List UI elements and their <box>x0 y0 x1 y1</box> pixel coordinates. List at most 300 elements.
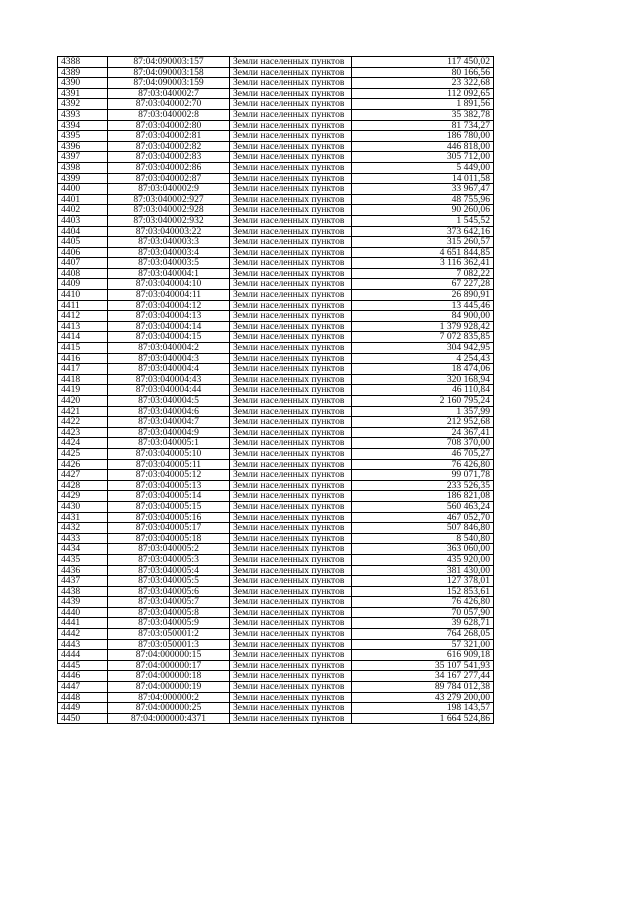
land-category-cell: Земли населенных пунктов <box>230 385 352 396</box>
land-category-cell: Земли населенных пунктов <box>230 343 352 354</box>
land-category-cell: Земли населенных пунктов <box>230 682 352 693</box>
land-category-cell: Земли населенных пунктов <box>230 639 352 650</box>
table-row <box>58 618 494 629</box>
row-number-cell: 4393 <box>58 109 108 120</box>
table-row <box>58 173 494 184</box>
land-category-cell: Земли населенных пунктов <box>230 173 352 184</box>
table-row <box>58 343 494 354</box>
land-category-cell: Земли населенных пунктов <box>230 353 352 364</box>
cadastral-value-cell: 90 260,06 <box>352 205 494 216</box>
cadastral-value-cell: 76 426,80 <box>352 597 494 608</box>
land-category-cell: Земли населенных пунктов <box>230 215 352 226</box>
row-number-cell: 4416 <box>58 353 108 364</box>
table-row <box>58 597 494 608</box>
cadastral-value-cell: 5 449,00 <box>352 162 494 173</box>
cadastral-value-cell: 23 322,68 <box>352 78 494 89</box>
cadastral-value-cell: 48 755,96 <box>352 194 494 205</box>
cadastral-value-cell: 315 260,57 <box>352 237 494 248</box>
land-category-cell: Земли населенных пунктов <box>230 523 352 534</box>
cadastral-number-cell: 87:03:040004:11 <box>108 290 230 301</box>
land-category-cell: Земли населенных пунктов <box>230 629 352 640</box>
table-row <box>58 194 494 205</box>
land-category-cell: Земли населенных пунктов <box>230 152 352 163</box>
land-category-cell: Земли населенных пунктов <box>230 671 352 682</box>
cadastral-number-cell: 87:04:090003:158 <box>108 67 230 78</box>
table-row <box>58 565 494 576</box>
row-number-cell: 4440 <box>58 607 108 618</box>
land-category-cell: Земли населенных пунктов <box>230 67 352 78</box>
table-row <box>58 57 494 68</box>
table-row <box>58 396 494 407</box>
land-category-cell: Земли населенных пунктов <box>230 650 352 661</box>
cadastral-number-cell: 87:04:090003:159 <box>108 78 230 89</box>
cadastral-number-cell: 87:03:040004:3 <box>108 353 230 364</box>
row-number-cell: 4400 <box>58 184 108 195</box>
table-row <box>58 88 494 99</box>
cadastral-number-cell: 87:04:090003:157 <box>108 57 230 68</box>
table-row <box>58 406 494 417</box>
row-number-cell: 4438 <box>58 586 108 597</box>
cadastral-number-cell: 87:03:040004:14 <box>108 321 230 332</box>
cadastral-number-cell: 87:03:040004:6 <box>108 406 230 417</box>
row-number-cell: 4408 <box>58 268 108 279</box>
land-category-cell: Земли населенных пунктов <box>230 448 352 459</box>
cadastral-number-cell: 87:03:040004:43 <box>108 374 230 385</box>
row-number-cell: 4444 <box>58 650 108 661</box>
cadastral-number-cell: 87:03:040002:86 <box>108 162 230 173</box>
land-category-cell: Земли населенных пунктов <box>230 194 352 205</box>
row-number-cell: 4424 <box>58 438 108 449</box>
cadastral-number-cell: 87:03:040004:13 <box>108 311 230 322</box>
cadastral-value-cell: 381 430,00 <box>352 565 494 576</box>
land-category-cell: Земли населенных пунктов <box>230 78 352 89</box>
table-row <box>58 448 494 459</box>
cadastral-number-cell: 87:03:040005:17 <box>108 523 230 534</box>
land-category-cell: Земли населенных пунктов <box>230 279 352 290</box>
table-row <box>58 184 494 195</box>
cadastral-number-cell: 87:03:040002:83 <box>108 152 230 163</box>
row-number-cell: 4396 <box>58 141 108 152</box>
cadastral-value-cell: 152 853,61 <box>352 586 494 597</box>
cadastral-number-cell: 87:03:040005:5 <box>108 576 230 587</box>
row-number-cell: 4413 <box>58 321 108 332</box>
cadastral-value-cell: 117 450,02 <box>352 57 494 68</box>
cadastral-value-cell: 708 370,00 <box>352 438 494 449</box>
cadastral-value-cell: 46 705,27 <box>352 448 494 459</box>
land-category-cell: Земли населенных пунктов <box>230 470 352 481</box>
cadastral-number-cell: 87:04:000000:2 <box>108 692 230 703</box>
cadastral-value-cell: 186 821,08 <box>352 491 494 502</box>
land-category-cell: Земли населенных пунктов <box>230 565 352 576</box>
row-number-cell: 4442 <box>58 629 108 640</box>
cadastral-value-cell: 186 780,00 <box>352 131 494 142</box>
row-number-cell: 4446 <box>58 671 108 682</box>
land-category-cell: Земли населенных пунктов <box>230 109 352 120</box>
land-category-cell: Земли населенных пунктов <box>230 141 352 152</box>
table-row <box>58 660 494 671</box>
row-number-cell: 4395 <box>58 131 108 142</box>
cadastral-value-cell: 764 268,05 <box>352 629 494 640</box>
cadastral-value-cell: 1 379 928,42 <box>352 321 494 332</box>
cadastral-value-cell: 24 367,41 <box>352 427 494 438</box>
table-row <box>58 713 494 724</box>
land-category-cell: Земли населенных пунктов <box>230 300 352 311</box>
table-row <box>58 226 494 237</box>
cadastral-number-cell: 87:03:040002:87 <box>108 173 230 184</box>
table-row <box>58 311 494 322</box>
cadastral-number-cell: 87:03:040004:5 <box>108 396 230 407</box>
cadastral-value-cell: 33 967,47 <box>352 184 494 195</box>
cadastral-value-cell: 39 628,71 <box>352 618 494 629</box>
cadastral-number-cell: 87:03:040005:12 <box>108 470 230 481</box>
table-row <box>58 290 494 301</box>
table-row <box>58 682 494 693</box>
cadastral-value-cell: 57 321,00 <box>352 639 494 650</box>
table-row <box>58 268 494 279</box>
cadastral-value-cell: 46 110,84 <box>352 385 494 396</box>
cadastral-number-cell: 87:03:040002:7 <box>108 88 230 99</box>
cadastral-value-cell: 212 952,68 <box>352 417 494 428</box>
cadastral-number-cell: 87:03:040004:9 <box>108 427 230 438</box>
row-number-cell: 4423 <box>58 427 108 438</box>
table-body <box>58 57 494 724</box>
row-number-cell: 4402 <box>58 205 108 216</box>
row-number-cell: 4410 <box>58 290 108 301</box>
row-number-cell: 4419 <box>58 385 108 396</box>
row-number-cell: 4427 <box>58 470 108 481</box>
row-number-cell: 4394 <box>58 120 108 131</box>
land-category-cell: Земли населенных пунктов <box>230 576 352 587</box>
row-number-cell: 4439 <box>58 597 108 608</box>
cadastral-value-cell: 34 167 277,44 <box>352 671 494 682</box>
cadastral-value-cell: 304 942,95 <box>352 343 494 354</box>
land-category-cell: Земли населенных пунктов <box>230 660 352 671</box>
table-row <box>58 247 494 258</box>
cadastral-number-cell: 87:03:040005:15 <box>108 501 230 512</box>
land-category-cell: Земли населенных пунктов <box>230 237 352 248</box>
row-number-cell: 4403 <box>58 215 108 226</box>
cadastral-value-cell: 446 818,00 <box>352 141 494 152</box>
row-number-cell: 4399 <box>58 173 108 184</box>
row-number-cell: 4405 <box>58 237 108 248</box>
row-number-cell: 4430 <box>58 501 108 512</box>
row-number-cell: 4415 <box>58 343 108 354</box>
table-row <box>58 237 494 248</box>
cadastral-value-cell: 198 143,57 <box>352 703 494 714</box>
table-row <box>58 279 494 290</box>
cadastral-number-cell: 87:03:040005:3 <box>108 554 230 565</box>
land-plots-table <box>57 56 494 724</box>
land-category-cell: Земли населенных пунктов <box>230 544 352 555</box>
land-category-cell: Земли населенных пунктов <box>230 99 352 110</box>
cadastral-value-cell: 373 642,16 <box>352 226 494 237</box>
table-row <box>58 300 494 311</box>
land-category-cell: Земли населенных пунктов <box>230 703 352 714</box>
table-row <box>58 554 494 565</box>
table-row <box>58 109 494 120</box>
cadastral-number-cell: 87:03:040002:928 <box>108 205 230 216</box>
table-row <box>58 438 494 449</box>
cadastral-value-cell: 305 712,00 <box>352 152 494 163</box>
row-number-cell: 4397 <box>58 152 108 163</box>
row-number-cell: 4434 <box>58 544 108 555</box>
cadastral-value-cell: 67 227,28 <box>352 279 494 290</box>
table-row <box>58 512 494 523</box>
cadastral-number-cell: 87:03:040004:44 <box>108 385 230 396</box>
cadastral-number-cell: 87:04:000000:19 <box>108 682 230 693</box>
cadastral-value-cell: 14 011,58 <box>352 173 494 184</box>
cadastral-value-cell: 99 071,78 <box>352 470 494 481</box>
land-category-cell: Земли населенных пунктов <box>230 332 352 343</box>
cadastral-value-cell: 84 900,00 <box>352 311 494 322</box>
table-row <box>58 162 494 173</box>
land-category-cell: Земли населенных пунктов <box>230 162 352 173</box>
land-category-cell: Земли населенных пунктов <box>230 131 352 142</box>
land-category-cell: Земли населенных пунктов <box>230 226 352 237</box>
cadastral-number-cell: 87:03:040004:15 <box>108 332 230 343</box>
row-number-cell: 4436 <box>58 565 108 576</box>
row-number-cell: 4414 <box>58 332 108 343</box>
cadastral-number-cell: 87:03:040003:4 <box>108 247 230 258</box>
cadastral-number-cell: 87:03:040005:2 <box>108 544 230 555</box>
table-row <box>58 417 494 428</box>
cadastral-value-cell: 18 474,06 <box>352 364 494 375</box>
land-category-cell: Земли населенных пунктов <box>230 597 352 608</box>
cadastral-number-cell: 87:03:040005:16 <box>108 512 230 523</box>
cadastral-number-cell: 87:04:000000:15 <box>108 650 230 661</box>
row-number-cell: 4421 <box>58 406 108 417</box>
cadastral-value-cell: 435 920,00 <box>352 554 494 565</box>
land-category-cell: Земли населенных пунктов <box>230 533 352 544</box>
land-category-cell: Земли населенных пунктов <box>230 618 352 629</box>
table-row <box>58 99 494 110</box>
table-row <box>58 321 494 332</box>
table-row <box>58 374 494 385</box>
table-row <box>58 332 494 343</box>
cadastral-number-cell: 87:03:040002:927 <box>108 194 230 205</box>
land-category-cell: Земли населенных пунктов <box>230 607 352 618</box>
land-category-cell: Земли населенных пунктов <box>230 438 352 449</box>
table-row <box>58 427 494 438</box>
cadastral-value-cell: 1 891,56 <box>352 99 494 110</box>
cadastral-number-cell: 87:03:050001:2 <box>108 629 230 640</box>
land-category-cell: Земли населенных пунктов <box>230 184 352 195</box>
table-row <box>58 364 494 375</box>
land-category-cell: Земли населенных пунктов <box>230 512 352 523</box>
row-number-cell: 4398 <box>58 162 108 173</box>
cadastral-value-cell: 80 166,56 <box>352 67 494 78</box>
cadastral-number-cell: 87:04:000000:4371 <box>108 713 230 724</box>
table-row <box>58 470 494 481</box>
cadastral-number-cell: 87:03:040005:7 <box>108 597 230 608</box>
row-number-cell: 4428 <box>58 480 108 491</box>
row-number-cell: 4420 <box>58 396 108 407</box>
cadastral-number-cell: 87:03:040002:82 <box>108 141 230 152</box>
land-category-cell: Земли населенных пунктов <box>230 57 352 68</box>
cadastral-number-cell: 87:03:040003:3 <box>108 237 230 248</box>
land-category-cell: Земли населенных пунктов <box>230 290 352 301</box>
row-number-cell: 4450 <box>58 713 108 724</box>
row-number-cell: 4437 <box>58 576 108 587</box>
cadastral-number-cell: 87:03:040005:4 <box>108 565 230 576</box>
land-category-cell: Земли населенных пунктов <box>230 374 352 385</box>
table-row <box>58 639 494 650</box>
cadastral-value-cell: 4 254,43 <box>352 353 494 364</box>
land-category-cell: Земли населенных пунктов <box>230 88 352 99</box>
cadastral-value-cell: 26 890,91 <box>352 290 494 301</box>
table-row <box>58 385 494 396</box>
row-number-cell: 4409 <box>58 279 108 290</box>
table-row <box>58 692 494 703</box>
cadastral-value-cell: 1 357,99 <box>352 406 494 417</box>
cadastral-value-cell: 35 382,78 <box>352 109 494 120</box>
table-row <box>58 629 494 640</box>
table-row <box>58 480 494 491</box>
table-row <box>58 533 494 544</box>
land-category-cell: Земли населенных пунктов <box>230 247 352 258</box>
cadastral-value-cell: 233 526,35 <box>352 480 494 491</box>
cadastral-value-cell: 320 168,94 <box>352 374 494 385</box>
land-category-cell: Земли населенных пунктов <box>230 586 352 597</box>
land-category-cell: Земли населенных пунктов <box>230 321 352 332</box>
cadastral-number-cell: 87:03:040002:70 <box>108 99 230 110</box>
land-category-cell: Земли населенных пунктов <box>230 491 352 502</box>
cadastral-number-cell: 87:03:040004:4 <box>108 364 230 375</box>
row-number-cell: 4449 <box>58 703 108 714</box>
row-number-cell: 4388 <box>58 57 108 68</box>
cadastral-value-cell: 112 092,65 <box>352 88 494 99</box>
cadastral-value-cell: 1 545,52 <box>352 215 494 226</box>
row-number-cell: 4392 <box>58 99 108 110</box>
land-category-cell: Земли населенных пунктов <box>230 692 352 703</box>
cadastral-number-cell: 87:03:040005:14 <box>108 491 230 502</box>
row-number-cell: 4445 <box>58 660 108 671</box>
row-number-cell: 4433 <box>58 533 108 544</box>
cadastral-number-cell: 87:03:040005:8 <box>108 607 230 618</box>
cadastral-number-cell: 87:03:040002:932 <box>108 215 230 226</box>
table-row <box>58 607 494 618</box>
cadastral-value-cell: 1 664 524,86 <box>352 713 494 724</box>
land-category-cell: Земли населенных пунктов <box>230 120 352 131</box>
table-row <box>58 491 494 502</box>
cadastral-number-cell: 87:03:040004:10 <box>108 279 230 290</box>
row-number-cell: 4391 <box>58 88 108 99</box>
row-number-cell: 4390 <box>58 78 108 89</box>
table-row <box>58 78 494 89</box>
row-number-cell: 4432 <box>58 523 108 534</box>
cadastral-number-cell: 87:03:040002:9 <box>108 184 230 195</box>
cadastral-value-cell: 560 463,24 <box>352 501 494 512</box>
cadastral-number-cell: 87:03:050001:3 <box>108 639 230 650</box>
row-number-cell: 4431 <box>58 512 108 523</box>
table-row <box>58 501 494 512</box>
cadastral-number-cell: 87:04:000000:17 <box>108 660 230 671</box>
cadastral-number-cell: 87:03:040004:7 <box>108 417 230 428</box>
land-category-cell: Земли населенных пунктов <box>230 311 352 322</box>
cadastral-value-cell: 76 426,80 <box>352 459 494 470</box>
table-row <box>58 544 494 555</box>
table-row <box>58 152 494 163</box>
cadastral-value-cell: 35 107 541,93 <box>352 660 494 671</box>
cadastral-value-cell: 2 160 795,24 <box>352 396 494 407</box>
cadastral-number-cell: 87:03:040005:11 <box>108 459 230 470</box>
row-number-cell: 4412 <box>58 311 108 322</box>
row-number-cell: 4406 <box>58 247 108 258</box>
table-row <box>58 459 494 470</box>
land-category-cell: Земли населенных пунктов <box>230 427 352 438</box>
row-number-cell: 4429 <box>58 491 108 502</box>
land-category-cell: Земли населенных пунктов <box>230 406 352 417</box>
table-row <box>58 650 494 661</box>
table-row <box>58 671 494 682</box>
row-number-cell: 4404 <box>58 226 108 237</box>
land-category-cell: Земли населенных пунктов <box>230 364 352 375</box>
row-number-cell: 4407 <box>58 258 108 269</box>
table-row <box>58 131 494 142</box>
row-number-cell: 4426 <box>58 459 108 470</box>
cadastral-value-cell: 127 378,01 <box>352 576 494 587</box>
land-category-cell: Земли населенных пунктов <box>230 268 352 279</box>
table-row <box>58 523 494 534</box>
row-number-cell: 4418 <box>58 374 108 385</box>
cadastral-value-cell: 13 445,46 <box>352 300 494 311</box>
cadastral-number-cell: 87:03:040005:18 <box>108 533 230 544</box>
cadastral-number-cell: 87:03:040005:10 <box>108 448 230 459</box>
row-number-cell: 4425 <box>58 448 108 459</box>
cadastral-value-cell: 4 651 844,85 <box>352 247 494 258</box>
cadastral-value-cell: 89 784 012,38 <box>352 682 494 693</box>
row-number-cell: 4435 <box>58 554 108 565</box>
cadastral-number-cell: 87:03:040005:1 <box>108 438 230 449</box>
cadastral-value-cell: 7 082,22 <box>352 268 494 279</box>
cadastral-value-cell: 507 846,80 <box>352 523 494 534</box>
cadastral-value-cell: 43 279 200,00 <box>352 692 494 703</box>
cadastral-value-cell: 8 540,80 <box>352 533 494 544</box>
cadastral-number-cell: 87:03:040004:12 <box>108 300 230 311</box>
table-row <box>58 586 494 597</box>
cadastral-number-cell: 87:03:040003:5 <box>108 258 230 269</box>
cadastral-number-cell: 87:04:000000:18 <box>108 671 230 682</box>
land-category-cell: Земли населенных пунктов <box>230 713 352 724</box>
row-number-cell: 4441 <box>58 618 108 629</box>
row-number-cell: 4443 <box>58 639 108 650</box>
cadastral-number-cell: 87:03:040005:6 <box>108 586 230 597</box>
cadastral-number-cell: 87:03:040003:22 <box>108 226 230 237</box>
table-row <box>58 67 494 78</box>
table-row <box>58 353 494 364</box>
cadastral-value-cell: 3 116 362,41 <box>352 258 494 269</box>
table-row <box>58 205 494 216</box>
land-category-cell: Земли населенных пунктов <box>230 501 352 512</box>
land-category-cell: Земли населенных пунктов <box>230 205 352 216</box>
land-category-cell: Земли населенных пунктов <box>230 258 352 269</box>
table-row <box>58 576 494 587</box>
row-number-cell: 4389 <box>58 67 108 78</box>
cadastral-number-cell: 87:03:040002:80 <box>108 120 230 131</box>
row-number-cell: 4447 <box>58 682 108 693</box>
land-category-cell: Земли населенных пунктов <box>230 554 352 565</box>
cadastral-value-cell: 81 734,27 <box>352 120 494 131</box>
cadastral-number-cell: 87:03:040004:2 <box>108 343 230 354</box>
row-number-cell: 4401 <box>58 194 108 205</box>
cadastral-number-cell: 87:03:040005:9 <box>108 618 230 629</box>
land-category-cell: Земли населенных пунктов <box>230 459 352 470</box>
cadastral-number-cell: 87:03:040004:1 <box>108 268 230 279</box>
table-row <box>58 215 494 226</box>
cadastral-value-cell: 7 072 835,85 <box>352 332 494 343</box>
land-category-cell: Земли населенных пунктов <box>230 480 352 491</box>
cadastral-number-cell: 87:03:040002:8 <box>108 109 230 120</box>
